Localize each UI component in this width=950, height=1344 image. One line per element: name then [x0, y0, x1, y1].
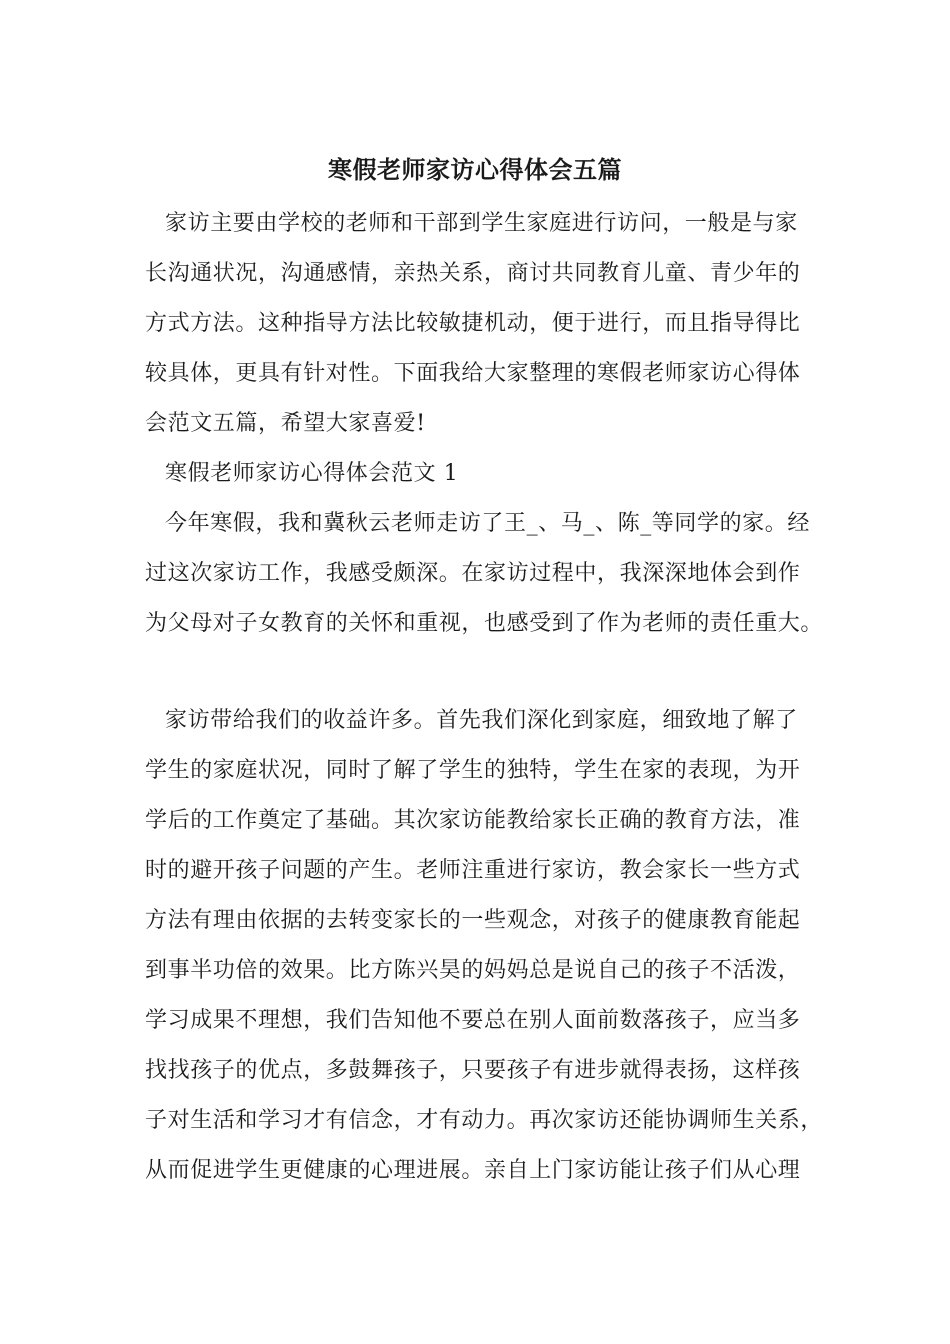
para2-line-8: 找找孩子的优点，多鼓舞孩子，只要孩子有进步就得表扬，这样孩: [145, 1058, 801, 1083]
para2-line-9: 子对生活和学习才有信念，才有动力。再次家访还能协调师生关系，: [145, 1108, 824, 1133]
para2-line-10: 从而促进学生更健康的心理进展。亲自上门家访能让孩子们从心理: [145, 1158, 801, 1183]
section-heading: 寒假老师家访心得体会范文 1: [165, 461, 459, 486]
para2-line-2: 学生的家庭状况，同时了解了学生的独特，学生在家的表现，为开: [145, 758, 801, 783]
intro-line-2: 长沟通状况，沟通感情，亲热关系，商讨共同教育儿童、青少年的: [145, 261, 801, 286]
para2-line-1: 家访带给我们的收益许多。首先我们深化到家庭，细致地了解了: [165, 708, 798, 733]
para1-line-3: 为父母对子女教育的关怀和重视，也感受到了作为老师的责任重大。: [145, 611, 824, 636]
document-title: 寒假老师家访心得体会五篇: [328, 155, 622, 184]
intro-line-3: 方式方法。这种指导方法比较敏捷机动，便于进行，而且指导得比: [145, 311, 801, 336]
intro-line-1: 家访主要由学校的老师和干部到学生家庭进行访问，一般是与家: [165, 211, 798, 236]
para2-line-3: 学后的工作奠定了基础。其次家访能教给家长正确的教育方法，准: [145, 808, 801, 833]
para2-line-5: 方法有理由依据的去转变家长的一些观念，对孩子的健康教育能起: [145, 908, 801, 933]
para2-line-4: 时的避开孩子问题的产生。老师注重进行家访，教会家长一些方式: [145, 858, 801, 883]
intro-line-5: 会范文五篇，希望大家喜爱!: [145, 411, 426, 436]
para1-line-2: 过这次家访工作，我感受颇深。在家访过程中，我深深地体会到作: [145, 561, 801, 586]
para1-line-1: 今年寒假，我和冀秋云老师走访了王_、马_、陈_等同学的家。经: [165, 511, 811, 536]
para2-line-7: 学习成果不理想，我们告知他不要总在别人面前数落孩子，应当多: [145, 1008, 801, 1033]
para2-line-6: 到事半功倍的效果。比方陈兴昊的妈妈总是说自己的孩子不活泼，: [145, 958, 801, 983]
intro-line-4: 较具体，更具有针对性。下面我给大家整理的寒假老师家访心得体: [145, 361, 801, 386]
